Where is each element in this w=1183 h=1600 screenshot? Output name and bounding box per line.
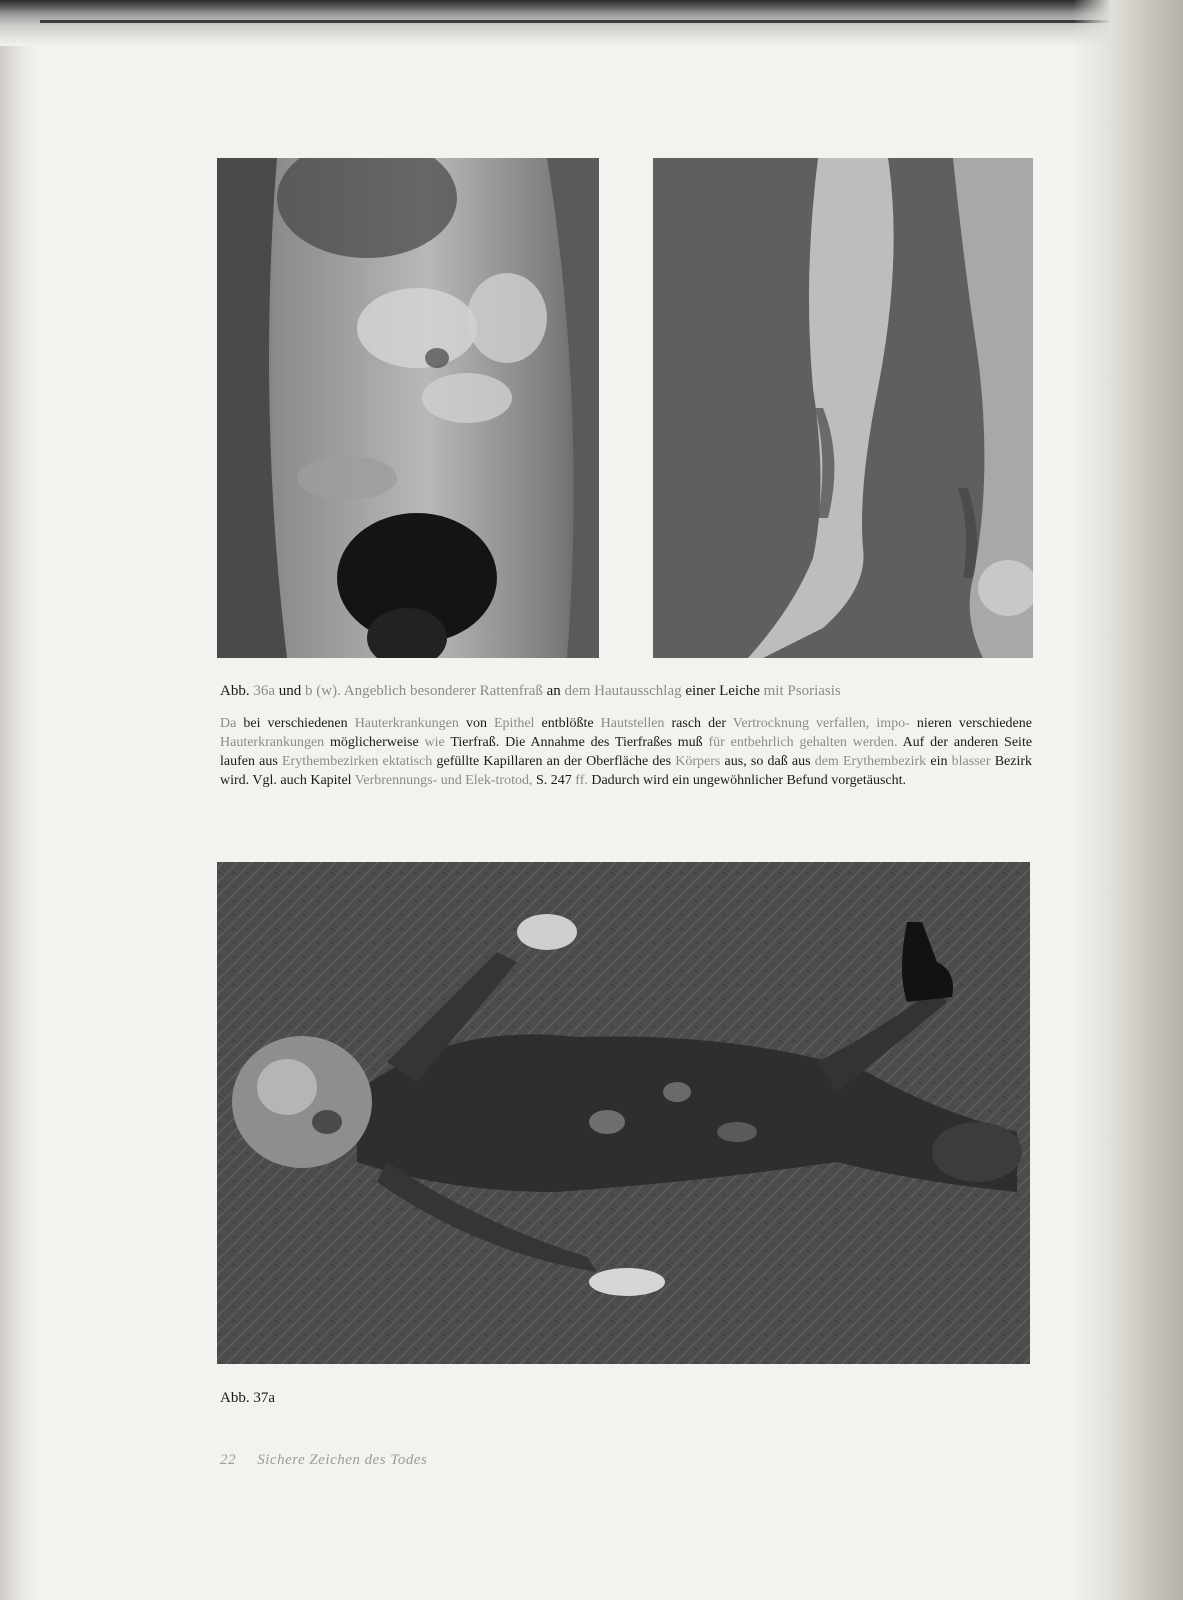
caption-einer-leiche: einer Leiche: [685, 683, 760, 699]
figure-36-description: [220, 714, 1032, 790]
body-segment: Erythembezirken ektatisch: [281, 754, 433, 769]
body-segment: Dadurch wird ein ungewöhnlicher Befund vorgetäuscht.: [591, 773, 907, 788]
body-segment: S. 247: [535, 773, 572, 788]
body-segment: Auf der anderen Seite laufen aus: [220, 735, 1033, 769]
page-number: 22: [220, 1452, 236, 1468]
body-segment: blasser: [951, 754, 991, 769]
scan-left-edge: [0, 0, 38, 1600]
body-segment: Tierfraß. Die Annahme des Tierfraßes muß: [450, 735, 703, 750]
body-segment: wie: [424, 735, 445, 750]
figure-37a-image: [217, 862, 1030, 1364]
body-segment: rasch der: [671, 716, 726, 731]
body-segment: ff.: [575, 773, 588, 788]
body-segment: Körpers: [675, 754, 721, 769]
body-segment: Hauterkrankungen: [220, 735, 325, 750]
body-segment: Epithel: [494, 716, 535, 731]
caption-fig-number: 36a: [253, 683, 276, 699]
body-segment: Verbrennungs- und Elek-trotod,: [354, 773, 533, 788]
caption-b-w: b (w).: [305, 683, 341, 699]
caption-mit-psoriasis: mit Psoriasis: [763, 683, 841, 699]
caption-und: und: [278, 683, 302, 699]
body-segment: Vertrocknung verfallen, impo-: [732, 716, 910, 731]
body-segment: nieren verschiedene: [916, 716, 1032, 731]
body-segment: Hauterkrankungen: [354, 716, 459, 731]
figure-37a-photo: [217, 862, 1030, 1364]
caption-an: an: [546, 683, 561, 699]
body-segment: für entbehrlich gehalten werden.: [708, 735, 898, 750]
body-segment: aus, so daß aus: [724, 754, 811, 769]
running-title: Sichere Zeichen des Todes: [257, 1452, 428, 1468]
body-segment: möglicherweise: [330, 735, 419, 750]
body-segment: von: [465, 716, 487, 731]
figure-37a-caption: Abb. 37a: [220, 1390, 275, 1406]
scan-right-edge: [1073, 0, 1183, 1600]
figure-36a-image: [217, 158, 599, 658]
scan-top-edge: [0, 0, 1183, 46]
figure-36a-photo: [217, 158, 599, 658]
figure-36b-photo: [653, 158, 1033, 658]
body-segment: Da: [220, 716, 237, 731]
running-footer: [220, 1452, 427, 1469]
caption-prefix: Abb.: [220, 683, 250, 699]
caption-dem-haut: dem Hautausschlag: [564, 683, 682, 699]
figure-36b-image: [653, 158, 1033, 658]
scan-top-line: [40, 20, 1183, 23]
body-segment: entblößte: [541, 716, 594, 731]
body-segment: ein: [930, 754, 948, 769]
body-segment: bei verschiedenen: [243, 716, 348, 731]
caption-title: Angeblich besonderer Rattenfraß: [343, 683, 543, 699]
figure-36-caption: [220, 682, 1040, 700]
body-segment: dem Erythembezirk: [814, 754, 927, 769]
body-segment: Hautstellen: [600, 716, 665, 731]
body-segment: gefüllte Kapillaren an der Oberfläche des: [436, 754, 672, 769]
body-segment: Bezirk wird. Vgl. auch Kapitel: [220, 754, 1033, 788]
